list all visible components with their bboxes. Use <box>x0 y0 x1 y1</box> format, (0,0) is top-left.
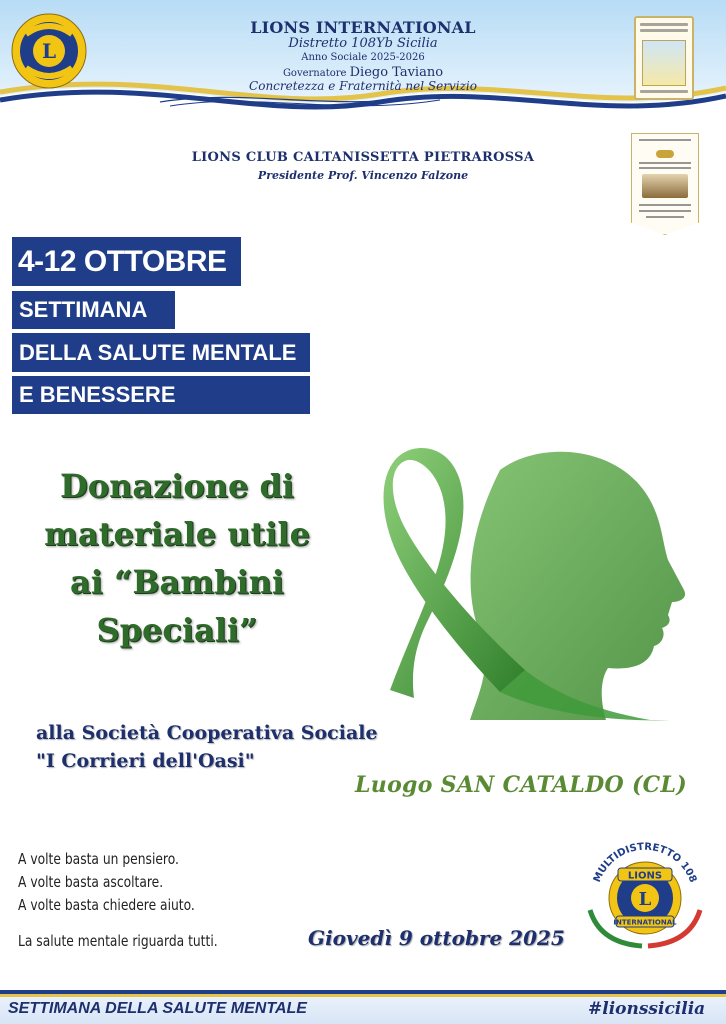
governor-name: Diego Taviano <box>349 65 444 80</box>
mental-health-ribbon-head-icon <box>350 430 700 730</box>
org-title: LIONS INTERNATIONAL <box>250 18 476 37</box>
svg-text:L: L <box>41 39 57 63</box>
club-president: Presidente Prof. Vincenzo Falzone <box>257 169 469 182</box>
event-date-text: Giovedì 9 ottobre 2025 <box>308 926 565 950</box>
donation-line-3: ai “Bambini <box>69 563 285 601</box>
footer-left-text: SETTIMANA DELLA SALUTE MENTALE <box>8 1000 307 1017</box>
governor-label: Governatore <box>282 68 347 79</box>
logo-ring-text: MULTIDISTRETTO 108 <box>591 841 699 885</box>
lions-logo-icon <box>10 12 88 90</box>
event-title-line-3: E BENESSERE <box>12 376 310 414</box>
quote-line-1: A volte basta un pensiero. <box>18 850 179 868</box>
svg-text:L: L <box>638 889 652 910</box>
social-year: Anno Sociale 2025-2026 <box>301 52 425 63</box>
event-location: Luogo SAN CATALDO (CL) <box>355 772 687 798</box>
donation-line-4: Speciali” <box>96 611 258 649</box>
donation-line-2: materiale utile <box>44 515 310 553</box>
event-dates: 4-12 OTTOBRE <box>12 237 241 286</box>
club-name: LIONS CLUB CALTANISSETTA PIETRAROSSA <box>191 150 535 165</box>
donation-line-1: Donazione di <box>59 467 295 505</box>
district-badge-icon <box>634 16 694 100</box>
district-label: Distretto 108Yb Sicilia <box>288 36 438 51</box>
governor-line <box>200 65 526 80</box>
quote-line-2: A volte basta ascoltare. <box>18 873 164 891</box>
quote-line-4: La salute mentale riguarda tutti. <box>18 932 218 950</box>
event-title-line-2: DELLA SALUTE MENTALE <box>12 333 310 372</box>
recipient-line-1: alla Società Cooperativa Sociale <box>36 722 378 744</box>
donation-headline <box>22 462 332 654</box>
logo-bottom-word: INTERNATIONAL <box>613 918 677 927</box>
lions-multidistretto-logo-icon <box>580 818 710 953</box>
quote-line-3: A volte basta chiedere aiuto. <box>18 896 195 914</box>
logo-center-word: LIONS <box>627 870 663 882</box>
footer-hashtag: #lionssicilia <box>588 999 706 1019</box>
district-motto: Concretezza e Fraternità nel Servizio <box>249 79 477 93</box>
club-pennant-icon <box>631 133 699 235</box>
recipient-line-2: "I Corrieri dell'Oasi" <box>36 750 255 772</box>
event-title-line-1: SETTIMANA <box>12 291 175 329</box>
